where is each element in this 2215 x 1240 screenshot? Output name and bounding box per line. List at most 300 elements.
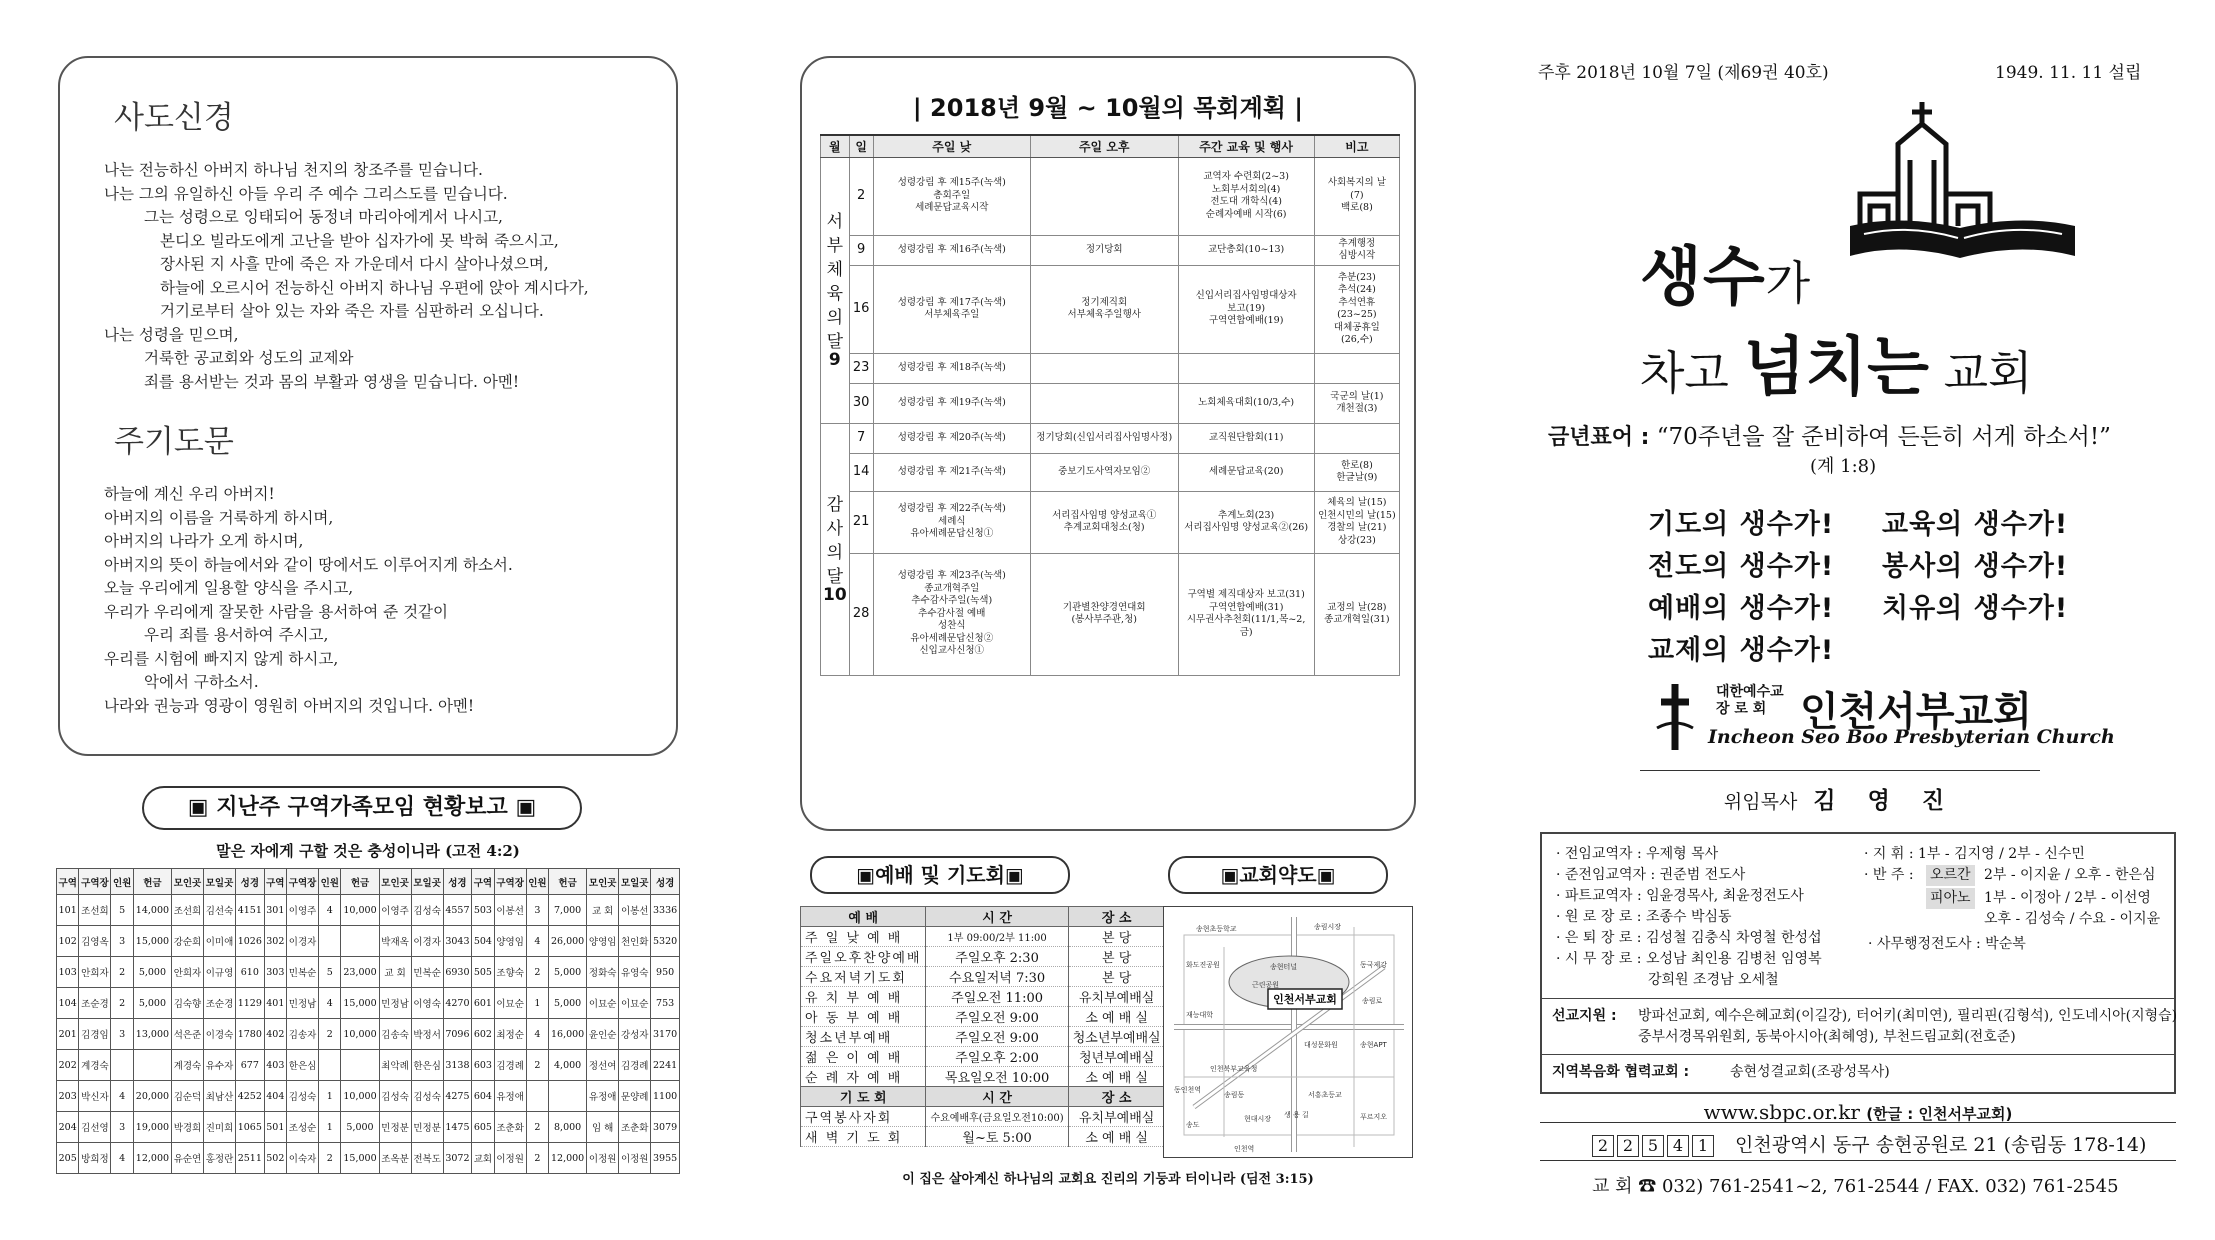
- report-cell: 교회: [472, 1143, 494, 1174]
- report-table: [56, 868, 680, 1174]
- schedule-day: 7: [849, 423, 873, 453]
- report-cell: 1100: [651, 1081, 680, 1112]
- report-header-cell: 성경: [236, 869, 265, 895]
- worship-place: 소 예 배 실: [1068, 1007, 1165, 1027]
- map-label: 생 용 길: [1284, 1111, 1309, 1119]
- worship-time: 수요일저녁 7:30: [926, 967, 1068, 987]
- report-cell: 조성순: [287, 1112, 319, 1143]
- report-cell: 민정남: [287, 988, 319, 1019]
- report-cell: 1: [319, 1112, 341, 1143]
- schedule-week: 신입서리집사임명대상자 보고(19) 구역연합예배(19): [1178, 265, 1314, 353]
- schedule-week: [1178, 353, 1314, 383]
- schedule-pm: 기관별찬양경연대회 (봉사부주관,청): [1030, 553, 1178, 675]
- worship-time: 목요일오전 10:00: [926, 1067, 1068, 1087]
- schedule-note: [1314, 353, 1399, 383]
- report-cell: 최악례: [379, 1050, 411, 1081]
- report-cell: 조향숙: [494, 957, 526, 988]
- worship-row: [801, 1027, 1166, 1047]
- report-cell: 101: [57, 895, 79, 926]
- prayer-line: 우리 죄를 용서하여 주시고,: [144, 626, 329, 644]
- schedule-row: [821, 383, 1400, 423]
- report-cell: 한은심: [411, 1050, 443, 1081]
- schedule-am: 성령강림 후 제19주(녹색): [873, 383, 1030, 423]
- staff-item: · 준전임교역자 : 권준범 전도사: [1556, 867, 1746, 883]
- pastor-label: 위임목사: [1723, 791, 1798, 813]
- worship-place: 유치부예배실: [1068, 1107, 1165, 1127]
- worship-place: 소 예 배 실: [1068, 1127, 1165, 1147]
- report-row: [57, 895, 680, 926]
- report-cell: 303: [264, 957, 286, 988]
- issue-info: 주후 2018년 10월 7일 (제69권 40호): [1538, 63, 1829, 83]
- mission-text-2: 중부서경목위원회, 동북아시아(최혜영), 부천드림교회(전호준): [1638, 1029, 2016, 1045]
- report-cell: 김선영: [79, 1112, 111, 1143]
- report-cell: 진미희: [204, 1112, 236, 1143]
- report-cell: 2241: [651, 1050, 680, 1081]
- schedule-note: 사회복지의 날 (7) 백로(8): [1314, 157, 1399, 235]
- report-cell: 최남산: [204, 1081, 236, 1112]
- report-cell: 202: [57, 1050, 79, 1081]
- report-cell: 양영임: [494, 926, 526, 957]
- report-row: [57, 1143, 680, 1174]
- report-cell: 2511: [236, 1143, 265, 1174]
- report-cell: 강순희: [171, 926, 203, 957]
- report-cell: 6930: [443, 957, 472, 988]
- schedule-day: 21: [849, 491, 873, 553]
- report-cell: 김송자: [287, 1019, 319, 1050]
- schedule-am: 성령강림 후 제16주(녹색): [873, 235, 1030, 265]
- report-cell: 박재옥: [379, 926, 411, 957]
- report-header-cell: 인원: [111, 869, 133, 895]
- report-cell: 10,000: [341, 1081, 379, 1112]
- website-note: (한글 : 인천서부교회): [1866, 1105, 2013, 1123]
- report-cell: 5,000: [549, 988, 587, 1019]
- denomination: 대한예수교 장 로 회: [1716, 684, 1784, 717]
- report-cell: [319, 926, 341, 957]
- report-cell: 이미애: [204, 926, 236, 957]
- staff-item: · 시 무 장 로 : 오성남 최인용 김병천 임영복: [1556, 951, 1822, 967]
- schedule-row: [821, 235, 1400, 265]
- worship-name: 젊 은 이 예 배: [801, 1047, 926, 1067]
- staff-divider: [1542, 1054, 2174, 1055]
- report-cell: 민정분: [411, 1112, 443, 1143]
- report-cell: 602: [472, 1019, 494, 1050]
- report-header-cell: 성경: [651, 869, 680, 895]
- year-motto-text: “70주년을 잘 준비하여 든든히 서게 하소서!”: [1656, 424, 2111, 450]
- report-cell: 1065: [236, 1112, 265, 1143]
- report-cell: 3: [111, 1019, 133, 1050]
- map-label: 동인천역: [1174, 1086, 1202, 1094]
- slogan: 치유의 생수가!: [1882, 593, 2069, 624]
- report-cell: 4: [319, 988, 341, 1019]
- schedule-week: 노회체육대회(10/3,수): [1178, 383, 1314, 423]
- worship-place: 본 당: [1068, 927, 1165, 947]
- report-header-cell: 구역장: [494, 869, 526, 895]
- pastor-name: 김 영 진: [1813, 788, 1957, 814]
- worship-header-row: [801, 1087, 1166, 1107]
- creed-line: 그는 성령으로 잉태되어 동정녀 마리아에게서 나시고,: [144, 208, 503, 226]
- schedule-week: 교직원단합회(11): [1178, 423, 1314, 453]
- report-cell: [341, 1050, 379, 1081]
- worship-body: [801, 907, 1166, 1147]
- report-cell: 603: [472, 1050, 494, 1081]
- prayer-line: 나라와 권능과 영광이 영원히 아버지의 것입니다. 아멘!: [104, 696, 475, 715]
- report-cell: 유영숙: [619, 957, 651, 988]
- church-name-en: Incheon Seo Boo Presbyterian Church: [1708, 726, 2115, 748]
- schedule-month: [821, 423, 850, 675]
- report-cell: 박경희: [171, 1112, 203, 1143]
- report-cell: 2: [111, 957, 133, 988]
- worship-place: 청소년부예배실: [1068, 1027, 1165, 1047]
- map-label: 송림동: [1224, 1091, 1245, 1099]
- report-header-cell: 구역장: [287, 869, 319, 895]
- report-cell: 102: [57, 926, 79, 957]
- staff-item: · 파트교역자 : 임윤경목사, 최윤정전도사: [1556, 888, 1804, 904]
- slogan: 전도의 생수가!: [1648, 551, 1835, 582]
- report-cell: [549, 1081, 587, 1112]
- footer-verse: 이 집은 살아계신 하나님의 교회요 진리의 기둥과 터이니라 (딤전 3:15): [902, 1172, 1314, 1187]
- schedule-table: [820, 134, 1400, 676]
- report-cell: 7,000: [549, 895, 587, 926]
- report-cell: 5,000: [133, 988, 171, 1019]
- map-label: 근린공원: [1252, 981, 1280, 989]
- schedule-note: 한로(8) 한글날(9): [1314, 453, 1399, 491]
- motto-line-2: [1640, 316, 2032, 408]
- report-cell: 조춘화: [619, 1112, 651, 1143]
- staff-item: 강희원 조경남 오세철: [1648, 972, 1779, 988]
- worship-time: 주일오전 11:00: [926, 987, 1068, 1007]
- worship-row: [801, 1067, 1166, 1087]
- report-cell: 4: [111, 1143, 133, 1174]
- report-cell: 유정애: [494, 1081, 526, 1112]
- report-cell: 안희자: [79, 957, 111, 988]
- phone: 교 회 ☎ 032) 761-2541~2, 761-2544 / FAX. 032) 761-2545: [1592, 1176, 2119, 1197]
- report-cell: 605: [472, 1112, 494, 1143]
- report-header-cell: 모일곳: [204, 869, 236, 895]
- worship-place: 청년부예배실: [1068, 1047, 1165, 1067]
- report-cell: 677: [236, 1050, 265, 1081]
- schedule-week: 구역별 제직대상자 보고(31) 구역연합예배(31) 시무권사추천회(11/1,목~2,금): [1178, 553, 1314, 675]
- map-drawing: [1164, 907, 1414, 1159]
- report-cell: 김성숙: [379, 1081, 411, 1112]
- report-cell: 14,000: [133, 895, 171, 926]
- report-row: [57, 1081, 680, 1112]
- schedule-note: 추계행정 심방시작: [1314, 235, 1399, 265]
- schedule-header-cell: 월: [821, 135, 850, 157]
- report-cell: 유순연: [171, 1143, 203, 1174]
- report-header-cell: 모일곳: [411, 869, 443, 895]
- map-label: 현대시장: [1244, 1115, 1272, 1123]
- report-cell: 19,000: [133, 1112, 171, 1143]
- report-cell: 1: [526, 988, 548, 1019]
- staff-item: · 지 휘 : 1부 - 김지영 / 2부 - 신수민: [1864, 846, 2085, 862]
- report-cell: 753: [651, 988, 680, 1019]
- report-cell: [341, 926, 379, 957]
- map-label: 인천북부교육청: [1210, 1065, 1258, 1073]
- report-row: [57, 1112, 680, 1143]
- worship-header-row: [801, 907, 1166, 927]
- report-cell: 4,000: [549, 1050, 587, 1081]
- worship-header-cell: 예 배: [801, 907, 926, 927]
- schedule-header-cell: 비고: [1314, 135, 1399, 157]
- report-cell: 2: [319, 1019, 341, 1050]
- creed-text: [104, 159, 632, 394]
- worship-row: [801, 987, 1166, 1007]
- schedule-body: [821, 157, 1400, 675]
- map-label: 송도: [1186, 1121, 1200, 1129]
- report-cell: 950: [651, 957, 680, 988]
- phone-divider: [1540, 1160, 2176, 1161]
- schedule-week: 교역자 수련회(2~3) 노회부서회의(4) 전도대 개학식(4) 순례자예배 시작(6): [1178, 157, 1314, 235]
- report-cell: 4: [526, 1019, 548, 1050]
- address: [1592, 1130, 2146, 1157]
- report-cell: 정화숙: [587, 957, 619, 988]
- report-cell: 402: [264, 1019, 286, 1050]
- report-cell: 4557: [443, 895, 472, 926]
- report-cell: 3079: [651, 1112, 680, 1143]
- cross-logo-icon: [1655, 682, 1695, 752]
- mission-label: 선교지원 :: [1552, 1008, 1617, 1024]
- schedule-am: 성령강림 후 제23주(녹색) 종교개혁주일 추수감사주일(녹색) 추수감사절 예배 성찬식 유아세례문답신청② 신입교사신청①: [873, 553, 1030, 675]
- staff-item: · 사무행정전도사 : 박순복: [1868, 936, 2026, 952]
- staff-item: · 은 퇴 장 로 : 김성철 김충식 차영철 한성섭: [1556, 930, 1822, 946]
- schedule-pm: 정기당회(신입서리집사임명사정): [1030, 423, 1178, 453]
- schedule-day: 14: [849, 453, 873, 491]
- report-cell: 2: [111, 988, 133, 1019]
- worship-time: 수요예배후(금요일오전10:00): [926, 1107, 1068, 1127]
- schedule-am: 성령강림 후 제18주(녹색): [873, 353, 1030, 383]
- report-cell: 103: [57, 957, 79, 988]
- report-cell: 이영숙: [411, 988, 443, 1019]
- report-cell: 5,000: [133, 957, 171, 988]
- worship-name: 수요저녁기도회: [801, 967, 926, 987]
- schedule-day: 2: [849, 157, 873, 235]
- report-cell: 민복순: [411, 957, 443, 988]
- report-cell: 교 회: [587, 895, 619, 926]
- schedule-am: 성령강림 후 제22주(녹색) 세례식 유아세례문답신청①: [873, 491, 1030, 553]
- report-cell: 3138: [443, 1050, 472, 1081]
- schedule-title: | 2018년 9월 ~ 10월의 목회계획 |: [912, 94, 1304, 122]
- report-header-cell: 헌금: [133, 869, 171, 895]
- pastor-divider: [1640, 770, 2040, 771]
- creed-line: 나는 그의 유일하신 아들 우리 주 예수 그리스도를 믿습니다.: [104, 184, 508, 203]
- schedule-note: 체육의 날(15) 인천시민의 날(15) 경찰의 날(21) 상강(23): [1314, 491, 1399, 553]
- report-cell: 김영옥: [79, 926, 111, 957]
- worship-name: 아 동 부 예 배: [801, 1007, 926, 1027]
- schedule-day: 16: [849, 265, 873, 353]
- slogan: 예배의 생수가!: [1648, 593, 1835, 624]
- report-cell: 302: [264, 926, 286, 957]
- report-cell: 204: [57, 1112, 79, 1143]
- creed-line: 죄를 용서받는 것과 몸의 부활과 영생을 믿습니다. 아멘!: [144, 372, 520, 391]
- report-cell: 이봉선: [619, 895, 651, 926]
- report-cell: 1026: [236, 926, 265, 957]
- report-cell: 5: [319, 957, 341, 988]
- schedule-pm: 중보기도사역자모임②: [1030, 453, 1178, 491]
- report-cell: 민정분: [379, 1112, 411, 1143]
- report-row: [57, 988, 680, 1019]
- report-cell: 교 회: [379, 957, 411, 988]
- report-cell: 10,000: [341, 895, 379, 926]
- report-cell: 15,000: [341, 1143, 379, 1174]
- prayer-line: 아버지의 뜻이 하늘에서와 같이 땅에서도 이루어지게 하소서.: [104, 555, 513, 574]
- report-cell: 이묘순: [587, 988, 619, 1019]
- church-bible-icon: [1840, 96, 2090, 306]
- report-cell: 민정남: [379, 988, 411, 1019]
- report-cell: 404: [264, 1081, 286, 1112]
- schedule-header-cell: 주간 교육 및 행사: [1178, 135, 1314, 157]
- organ-badge: 오르간: [1926, 865, 1975, 886]
- schedule-row: [821, 491, 1400, 553]
- schedule-week: 추계노회(23) 서리집사임명 양성교육②(26): [1178, 491, 1314, 553]
- report-cell: 윤인순: [587, 1019, 619, 1050]
- report-cell: 김선숙: [204, 895, 236, 926]
- worship-row: [801, 947, 1166, 967]
- prayer-line: 악에서 구하소서.: [144, 673, 259, 691]
- report-cell: 2: [526, 1050, 548, 1081]
- report-cell: 김성숙: [411, 1081, 443, 1112]
- report-cell: 박신자: [79, 1081, 111, 1112]
- church-map[interactable]: [1163, 906, 1413, 1158]
- report-cell: 15,000: [133, 926, 171, 957]
- mission-text: 방파선교회, 예수은혜교회(이길강), 터어키(최미연), 필리핀(김형석), 인도네시아(지형습): [1638, 1008, 2178, 1024]
- church-name-ko: 인천서부교회: [1800, 689, 2032, 735]
- schedule-panel: [800, 56, 1416, 831]
- report-cell: 김경례: [494, 1050, 526, 1081]
- motto-part-strong: 넘치는: [1743, 331, 1929, 405]
- schedule-header-cell: 주일 낮: [873, 135, 1030, 157]
- report-cell: 이규영: [204, 957, 236, 988]
- creed-line: 거룩한 공교회와 성도의 교제와: [144, 349, 354, 367]
- prayer-line: 아버지의 나라가 오게 하시며,: [104, 532, 304, 550]
- worship-table: [800, 906, 1166, 1147]
- worship-name: 주일오후찬양예배: [801, 947, 926, 967]
- worship-time: 주일오전 9:00: [926, 1027, 1068, 1047]
- motto-part: 차고: [1640, 346, 1744, 400]
- schedule-am: 성령강림 후 제17주(녹색) 서부체육주일: [873, 265, 1030, 353]
- report-cell: 조순경: [79, 988, 111, 1019]
- report-verse: 말은 자에게 구할 것은 충성이니라 (고전 4:2): [216, 842, 520, 860]
- staff-item: 2부 - 이지윤 / 오후 - 한은심: [1984, 867, 2156, 883]
- report-cell: 한은심: [287, 1050, 319, 1081]
- address-divider: [1540, 1122, 2176, 1123]
- zip-digit: 2: [1592, 1135, 1614, 1157]
- schedule-header-cell: 일: [849, 135, 873, 157]
- report-cell: 김성숙: [287, 1081, 319, 1112]
- report-cell: 610: [236, 957, 265, 988]
- slogan: 교육의 생수가!: [1882, 509, 2069, 540]
- report-cell: 503: [472, 895, 494, 926]
- report-cell: 12,000: [549, 1143, 587, 1174]
- report-header-row: [57, 869, 680, 895]
- report-cell: 15,000: [341, 988, 379, 1019]
- report-cell: 이경자: [287, 926, 319, 957]
- worship-time: 주일오후 2:00: [926, 1047, 1068, 1067]
- worship-row: [801, 1127, 1166, 1147]
- pastor: [1640, 782, 2040, 815]
- staff-item: · 원 로 장 로 : 조종수 박심동: [1556, 909, 1732, 925]
- website-url[interactable]: www.sbpc.or.kr: [1703, 1100, 1860, 1124]
- report-cell: 3955: [651, 1143, 680, 1174]
- staff-item: 1부 - 이정아 / 2부 - 이선영: [1984, 890, 2151, 906]
- report-cell: 이묘순: [494, 988, 526, 1019]
- prayer-line: 오늘 우리에게 일용할 양식을 주시고,: [104, 579, 354, 597]
- schedule-header-row: [821, 135, 1400, 157]
- worship-time: 주일오후 2:30: [926, 947, 1068, 967]
- worship-place: 소 예 배 실: [1068, 1067, 1165, 1087]
- report-cell: 12,000: [133, 1143, 171, 1174]
- staff-item: 오후 - 김성숙 / 수요 - 이지윤: [1984, 911, 2161, 927]
- report-cell: 504: [472, 926, 494, 957]
- schedule-row: [821, 157, 1400, 235]
- report-cell: 양영임: [587, 926, 619, 957]
- report-cell: [133, 1050, 171, 1081]
- schedule-note: 추분(23) 추석(24) 추석연휴 (23~25) 대체공휴일 (26,수): [1314, 265, 1399, 353]
- month-number: 9: [828, 350, 841, 371]
- report-cell: 1475: [443, 1112, 472, 1143]
- report-row: [57, 957, 680, 988]
- report-cell: 26,000: [549, 926, 587, 957]
- schedule-day: 23: [849, 353, 873, 383]
- report-cell: 201: [57, 1019, 79, 1050]
- report-cell: 8,000: [549, 1112, 587, 1143]
- report-cell: 1780: [236, 1019, 265, 1050]
- report-cell: 4151: [236, 895, 265, 926]
- website[interactable]: [1540, 1100, 2176, 1124]
- slogan: 교제의 생수가!: [1648, 635, 1835, 666]
- staff-item: · 반 주 :: [1864, 867, 1914, 883]
- report-cell: 조선희: [171, 895, 203, 926]
- schedule-pm: 정기당회: [1030, 235, 1178, 265]
- schedule-pm: 정기제직회 서부체육주일행사: [1030, 265, 1178, 353]
- report-cell: 홍정란: [204, 1143, 236, 1174]
- report-cell: 김송숙: [379, 1019, 411, 1050]
- piano-badge: 피아노: [1926, 888, 1975, 909]
- report-cell: 김숙향: [171, 988, 203, 1019]
- report-cell: 조옥분: [379, 1143, 411, 1174]
- motto-line-1: [1640, 226, 1811, 318]
- map-label: 푸르지오: [1360, 1113, 1388, 1121]
- report-cell: 203: [57, 1081, 79, 1112]
- report-cell: 403: [264, 1050, 286, 1081]
- report-cell: 석은준: [171, 1019, 203, 1050]
- prayer-line: 하늘에 계신 우리 아버지!: [104, 485, 275, 503]
- worship-place: 유치부예배실: [1068, 987, 1165, 1007]
- schedule-day: 30: [849, 383, 873, 423]
- map-label: 송림로: [1362, 997, 1383, 1005]
- slogan: 봉사의 생수가!: [1882, 551, 2069, 582]
- schedule-am: 성령강림 후 제20주(녹색): [873, 423, 1030, 453]
- report-cell: 13,000: [133, 1019, 171, 1050]
- report-cell: 501: [264, 1112, 286, 1143]
- report-header-cell: 성경: [443, 869, 472, 895]
- year-motto: [1548, 418, 2111, 451]
- report-cell: 301: [264, 895, 286, 926]
- prayer-text: [104, 483, 632, 718]
- schedule-week: 세례문답교육(20): [1178, 453, 1314, 491]
- report-cell: [111, 1050, 133, 1081]
- report-cell: 이정원: [587, 1143, 619, 1174]
- zip-digit: 4: [1667, 1135, 1689, 1157]
- worship-time: 주일오전 9:00: [926, 1007, 1068, 1027]
- report-header-cell: 구역: [472, 869, 494, 895]
- established-date: 1949. 11. 11 설립: [1995, 63, 2142, 83]
- report-header-cell: 헌금: [549, 869, 587, 895]
- report-cell: 이영주: [287, 895, 319, 926]
- schedule-day: 9: [849, 235, 873, 265]
- report-cell: 4: [319, 895, 341, 926]
- report-cell: 정선여: [587, 1050, 619, 1081]
- schedule-pm: [1030, 353, 1178, 383]
